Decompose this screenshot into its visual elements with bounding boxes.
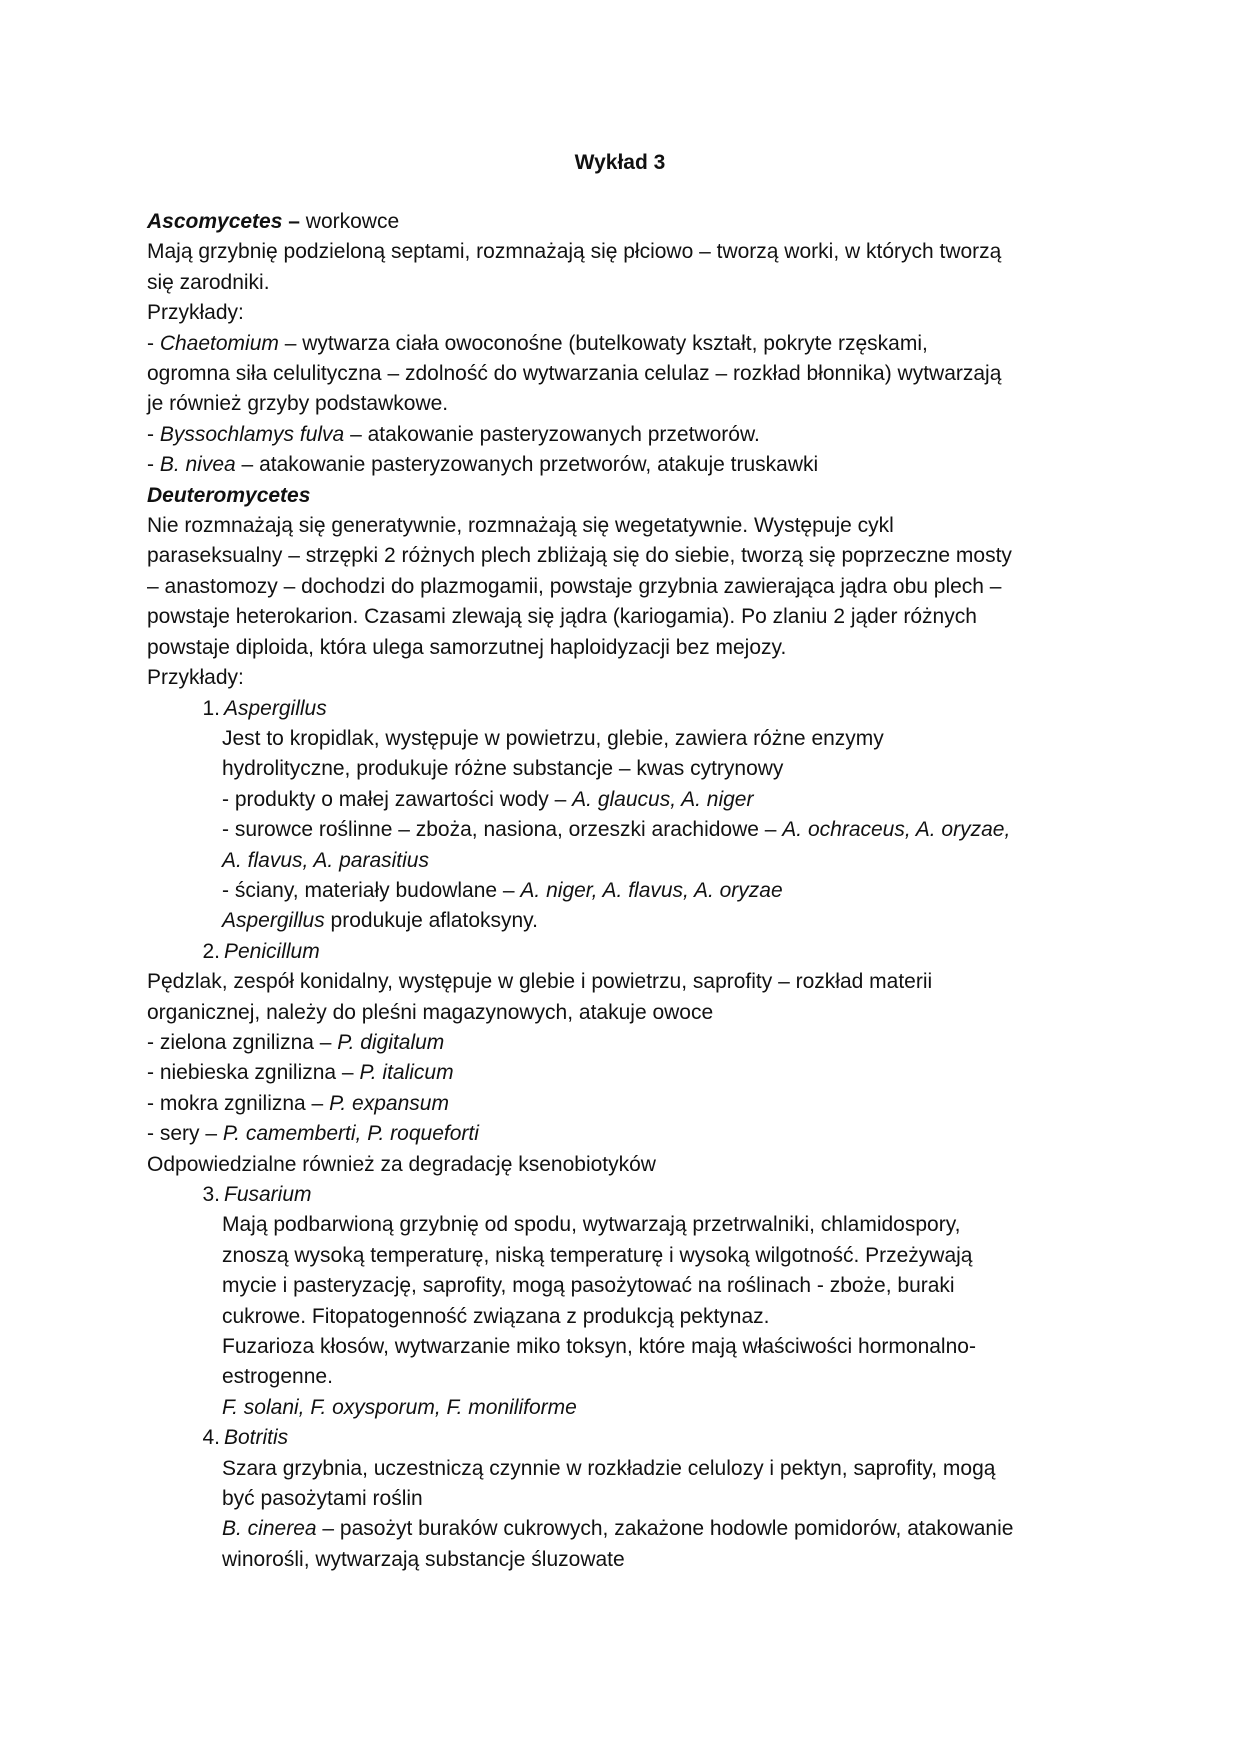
- paragraph-line: powstaje heterokarion. Czasami zlewają się jądra (kariogamia). Po zlaniu 2 jąder różnych: [147, 605, 977, 629]
- species-name: B. nivea: [159, 453, 236, 477]
- paragraph-line: winorośli, wytwarzają substancje śluzowate: [222, 1547, 625, 1571]
- paragraph-line: B. cinerea – pasożyt buraków cukrowych, zakażone hodowle pomidorów, atakowanie: [222, 1517, 1014, 1541]
- paragraph-line: hydrolityczne, produkuje różne substancje – kwas cytrynowy: [222, 757, 784, 781]
- list-item-continuation: [147, 846, 1092, 876]
- paragraph-line: ogromna siła celulityczna – zdolność do wytwarzania celulaz – rozkład błonnika) wytwarzają: [147, 362, 1002, 386]
- species-name: A. glaucus, A. niger: [572, 787, 754, 811]
- paragraph-line: mycie i pasteryzację, saprofity, mogą pasożytować na roślinach - zboże, buraki: [222, 1274, 955, 1298]
- list-number: 2.: [202, 939, 220, 963]
- list-item: - Chaetomium – wytwarza ciała owoconośne (butelkowaty kształt, pokryte rzęskami,: [147, 331, 928, 355]
- deuteromycetes-heading: Deuteromycetes: [147, 483, 311, 507]
- species-name: A. flavus, A. parasitius: [222, 848, 429, 872]
- numbered-heading-aspergillus: 1. Aspergillus: [147, 694, 1092, 724]
- species-list: F. solani, F. oxysporum, F. moniliforme: [222, 1395, 577, 1419]
- species-name: P. italicum: [359, 1061, 454, 1085]
- ascomycetes-term: Ascomycetes: [147, 210, 283, 233]
- species-name: A. niger, A. flavus, A. oryzae: [520, 878, 783, 902]
- species-name: P. expansum: [329, 1091, 449, 1115]
- paragraph-line: estrogenne.: [222, 1365, 333, 1389]
- paragraph-line: się zarodniki.: [147, 270, 270, 294]
- paragraph-line: organicznej, należy do pleśni magazynowych, atakuje owoce: [147, 1000, 714, 1024]
- species-name: P. camemberti, P. roqueforti: [222, 1122, 479, 1146]
- paragraph-line: być pasożytami roślin: [222, 1487, 423, 1511]
- list-item: - ściany, materiały budowlane – A. niger, A. flavus, A. oryzae: [222, 878, 783, 902]
- paragraph-line: Jest to kropidlak, występuje w powietrzu, glebie, zawiera różne enzymy: [222, 726, 884, 750]
- paragraph-line: – anastomozy – dochodzi do plazmogamii, powstaje grzybnia zawierająca jądra obu plech –: [147, 574, 1002, 598]
- examples-label: Przykłady:: [147, 301, 244, 325]
- paragraph-line: Aspergillus produkuje aflatoksyny.: [222, 909, 538, 933]
- species-name: A. ochraceus, A. oryzae,: [782, 818, 1011, 842]
- paragraph-line: znoszą wysoką temperaturę, niską temperaturę i wysoką wilgotność. Przeżywają: [222, 1243, 973, 1267]
- examples-label: Przykłady:: [147, 666, 244, 690]
- numbered-heading-botritis: 4. Botritis: [147, 1423, 1092, 1453]
- list-number: 4.: [202, 1426, 220, 1450]
- paragraph-line: Fuzarioza kłosów, wytwarzanie miko toksyn, które mają właściwości hormonalno-: [222, 1335, 976, 1359]
- species-name: Chaetomium: [159, 331, 279, 355]
- paragraph-line: Szara grzybnia, uczestniczą czynnie w rozkładzie celulozy i pektyn, saprofity, mogą: [222, 1456, 996, 1480]
- list-item: - niebieska zgnilizna – P. italicum: [147, 1061, 454, 1085]
- list-number: 1.: [202, 696, 220, 720]
- ascomycetes-heading: Ascomycetes – workowce: [147, 210, 400, 233]
- paragraph-line: Pędzlak, zespół konidalny, występuje w glebie i powietrzu, saprofity – rozkład materii: [147, 970, 933, 994]
- list-item: - surowce roślinne – zboża, nasiona, orzeszki arachidowe – A. ochraceus, A. oryzae,: [222, 818, 1011, 842]
- numbered-heading-penicillum: 2. Penicillum: [147, 937, 1092, 967]
- paragraph-line: Mają podbarwioną grzybnię od spodu, wytwarzają przetrwalniki, chlamidospory,: [222, 1213, 961, 1237]
- list-item: - B. nivea – atakowanie pasteryzowanych przetworów, atakuje truskawki: [147, 453, 819, 477]
- paragraph-line: powstaje diploida, która ulega samorzutnej haploidyzacji bez mejozy.: [147, 635, 787, 659]
- paragraph-line: cukrowe. Fitopatogenność związana z produkcją pektynaz.: [222, 1304, 770, 1328]
- list-item: - Byssochlamys fulva – atakowanie pasteryzowanych przetworów.: [147, 422, 760, 446]
- species-name: P. digitalum: [337, 1030, 445, 1054]
- paragraph-line: je również grzyby podstawkowe.: [147, 392, 449, 416]
- list-item: - produkty o małej zawartości wody – A. glaucus, A. niger: [222, 787, 754, 811]
- species-name: Byssochlamys fulva: [159, 422, 345, 446]
- species-name: B. cinerea: [222, 1517, 317, 1541]
- paragraph-line: Odpowiedzialne również za degradację ksenobiotyków: [147, 1152, 656, 1176]
- list-number: 3.: [202, 1183, 220, 1206]
- document-body: [147, 207, 1092, 1575]
- list-item: - zielona zgnilizna – P. digitalum: [147, 1030, 445, 1054]
- paragraph-line: Nie rozmnażają się generatywnie, rozmnażają się wegetatywnie. Występuje cykl: [147, 514, 894, 538]
- list-item: - mokra zgnilizna – P. expansum: [147, 1091, 449, 1115]
- paragraph-line: paraseksualny – strzępki 2 różnych plech zbliżają się do siebie, tworzą się poprzeczne mosty: [147, 544, 1012, 568]
- list-item: - sery – P. camemberti, P. roqueforti: [147, 1122, 479, 1146]
- page-title: Wykład 3: [574, 151, 666, 174]
- paragraph-line: Mają grzybnię podzieloną septami, rozmnażają się płciowo – tworzą worki, w których tworzą: [147, 240, 1002, 264]
- numbered-heading-fusarium: 3. Fusarium: [147, 1180, 1092, 1210]
